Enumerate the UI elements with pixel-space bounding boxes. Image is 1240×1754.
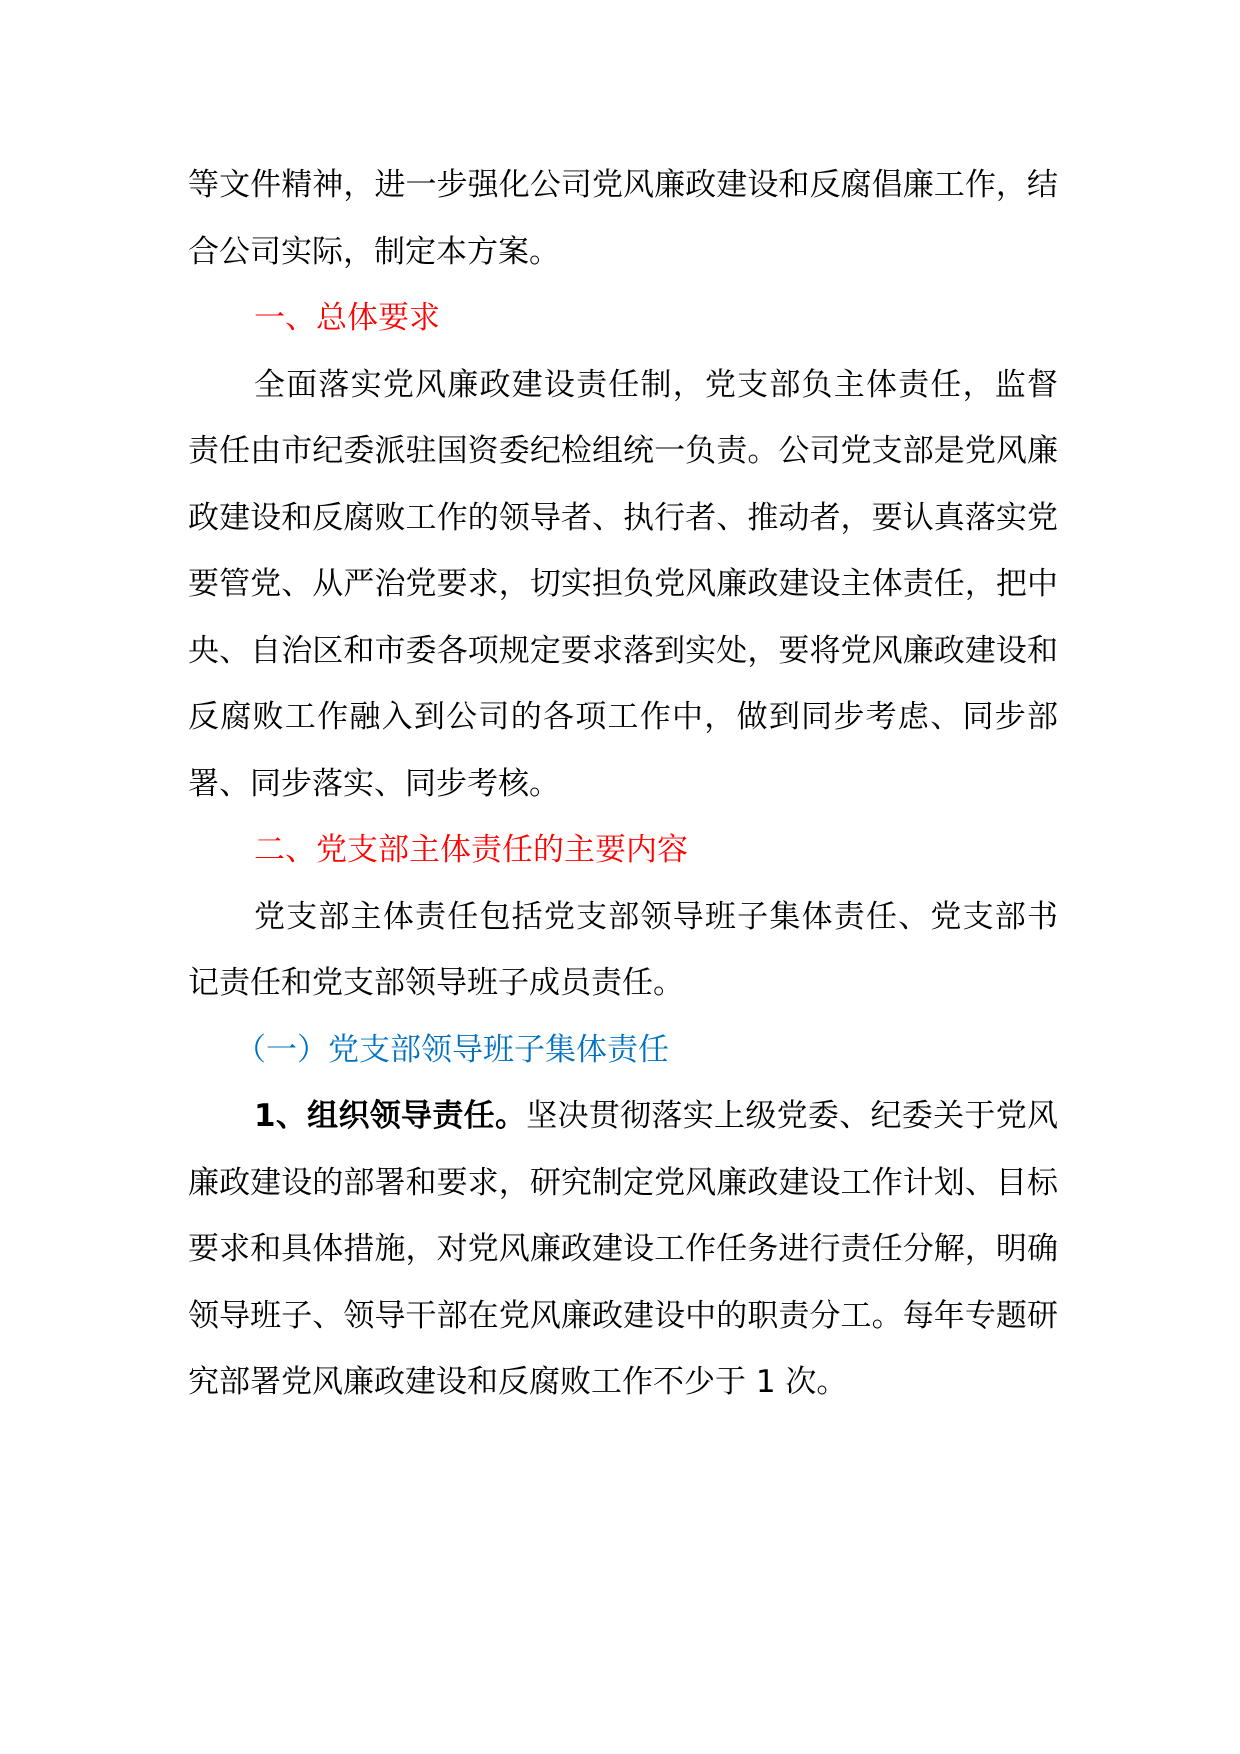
organizational-leadership-lead: 1、组织领导责任。: [254, 1098, 527, 1134]
organizational-leadership-paragraph: [188, 1083, 1058, 1416]
intro-paragraph: 等文件精神，进一步强化公司党风廉政建设和反腐倡廉工作，结合公司实际，制定本方案。: [188, 167, 1058, 270]
document-page: [188, 152, 1058, 1416]
section-heading-main-responsibility: 二、党支部主体责任的主要内容: [254, 832, 688, 868]
general-requirements-paragraph: 全面落实党风廉政建设责任制，党支部负主体责任，监督责任由市纪委派驻国资委纪检组统一负责。公司党支部是党风廉政建设和反腐败工作的领导者、执行者、推动者，要认真落实党要管党、从严治党要求，切实担负党风廉政建设主体责任，把中央、自治区和市委各项规定要求落到实处，要将党风廉政建设和反腐败工作融入到公司的各项工作中，做到同步考虑、同步部署、同步落实、同步考核。: [188, 366, 1058, 802]
main-responsibility-paragraph: 党支部主体责任包括党支部领导班子集体责任、党支部书记责任和党支部领导班子成员责任。: [188, 898, 1058, 1001]
organizational-leadership-text: 坚决贯彻落实上级党委、纪委关于党风廉政建设的部署和要求，研究制定党风廉政建设工作计划、目标要求和具体措施，对党风廉政建设工作任务进行责任分解，明确领导班子、领导干部在党风廉政建设中的职责分工。每年专题研究部署党风廉政建设和反腐败工作不少于 1 次。: [188, 1098, 1058, 1400]
subsection-heading-collective-responsibility: （一）党支部领导班子集体责任: [235, 1031, 669, 1068]
section-heading-general-requirements: 一、总体要求: [254, 300, 440, 336]
